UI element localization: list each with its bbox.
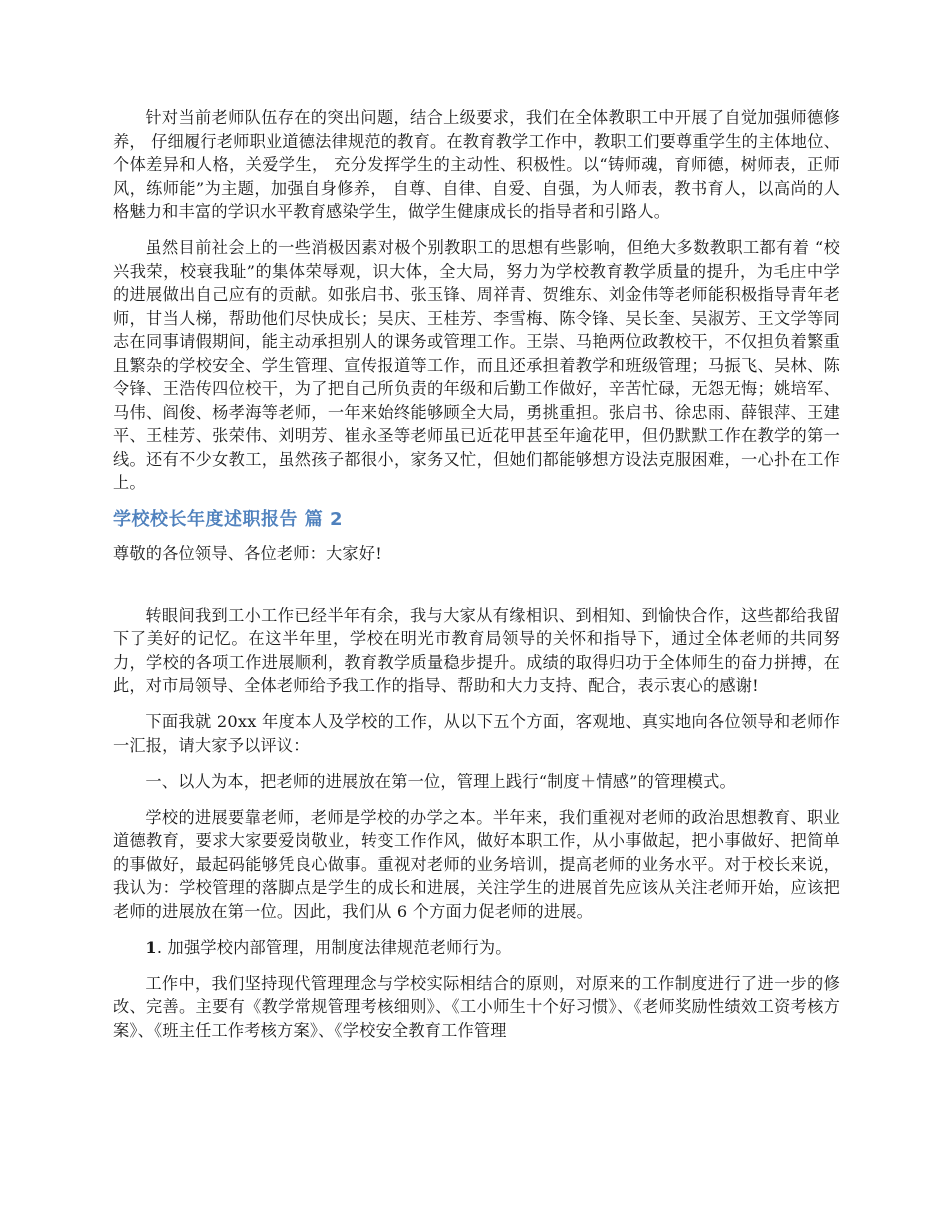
paragraph-management-rules: 工作中，我们坚持现代管理理念与学校实际相结合的原则，对原来的工作制度进行了进一步的修改、完善。主要有《教学常规管理考核细则》、《工小师生十个好习惯》、《老师奖励性绩效工资考核方案》、《班主任工作考核方案》、《学校安全教育工作管理 — [113, 973, 840, 1040]
paragraph-item-one — [113, 936, 840, 960]
paragraph-section-one-title: 一、以人为本，把老师的进展放在第一位，管理上践行“制度＋情感”的管理模式。 — [145, 771, 736, 791]
section-heading: 学校校长年度述职报告 篇 2 — [113, 509, 344, 530]
paragraph-teacher-ethics: 针对当前老师队伍存在的突出问题，结合上级要求，我们在全体教职工中开展了自觉加强师德修养， 仔细履行老师职业道德法律规范的教育。在教育教学工作中，教职工们要尊重学生的主体地位、个体差异和人格，关爱学生， 充分发挥学生的主动性、积极性。以“铸师魂，育师德，树师表，正师风，练师能”为主题，加强自身修养， 自尊、自律、自爱、自强，为人师表，教书育人，以高尚的人格魅力和丰富的学识水平教育感染学生，做学生健康成长的指导者和引路人。 — [113, 108, 840, 221]
document-page — [113, 106, 840, 1042]
paragraph-report-outline: 下面我就 20xx 年度本人及学校的工作，从以下五个方面，客观地、真实地向各位领导和老师作一汇报，请大家予以评议： — [113, 712, 840, 755]
paragraph-introduction: 转眼间我到工小工作已经半年有余，我与大家从有缘相识、到相知、到愉快合作，这些都给我留下了美好的记忆。在这半年里，学校在明光市教育局领导的关怀和指导下，通过全体老师的共同努力，学校的各项工作进展顺利，教育教学质量稳步提升。成绩的取得归功于全体师生的奋力拼搏，在此，对市局领导、全体老师给予我工作的指导、帮助和大力支持、配合，表示衷心的感谢! — [113, 605, 840, 695]
paragraph-staff-contributions: 虽然目前社会上的一些消极因素对极个别教职工的思想有些影响，但绝大多数教职工都有着 “校兴我荣，校衰我耻”的集体荣辱观，识大体，全大局，努力为学校教育教学质量的提升，为毛庄中学的进展做出自己应有的贡献。如张启书、张玉锋、周祥青、贺维东、刘金伟等老师能积极指导青年老师，甘当人梯，帮助他们尽快成长；吴庆、王桂芳、李雪梅、陈令锋、吴长奎、吴淑芳、王文学等同志在同事请假期间，能主动承担别人的课务或管理工作。王崇、马艳两位政教校干，不仅担负着繁重且繁杂的学校安全、学生管理、宣传报道等工作，而且还承担着教学和班级管理；马振飞、吴林、陈令锋、王浩传四位校干，为了把自己所负责的年级和后勤工作做好，辛苦忙碌，无怨无悔；姚培军、马伟、阎俊、杨孝海等老师，一年来始终能够顾全大局，勇挑重担。张启书、徐忠雨、薛银萍、王建平、王桂芳、张荣伟、刘明芳、崔永圣等老师虽已近花甲甚至年逾花甲，但仍默默工作在教学的第一线。还有不少女教工，虽然孩子都很小，家务又忙，但她们都能够想方设法克服困难，一心扑在工作上。 — [113, 238, 840, 492]
item-text: . 加强学校内部管理，用制度法律规范老师行为。 — [156, 937, 512, 957]
paragraph-teacher-development: 学校的进展要靠老师，老师是学校的办学之本。半年来，我们重视对老师的政治思想教育、职业道德教育，要求大家要爱岗敬业，转变工作作风，做好本职工作，从小事做起，把小事做好、把简单的事做好，最起码能够凭良心做事。重视对老师的业务培训，提高老师的业务水平。对于校长来说，我认为：学校管理的落脚点是学生的成长和进展，关注学生的进展首先应该从关注老师开始，应该把老师的进展放在第一位。因此，我们从 6 个方面力促老师的进展。 — [113, 807, 840, 921]
greeting-line: 尊敬的各位领导、各位老师：大家好! — [113, 544, 382, 563]
item-number: 1 — [145, 937, 157, 957]
